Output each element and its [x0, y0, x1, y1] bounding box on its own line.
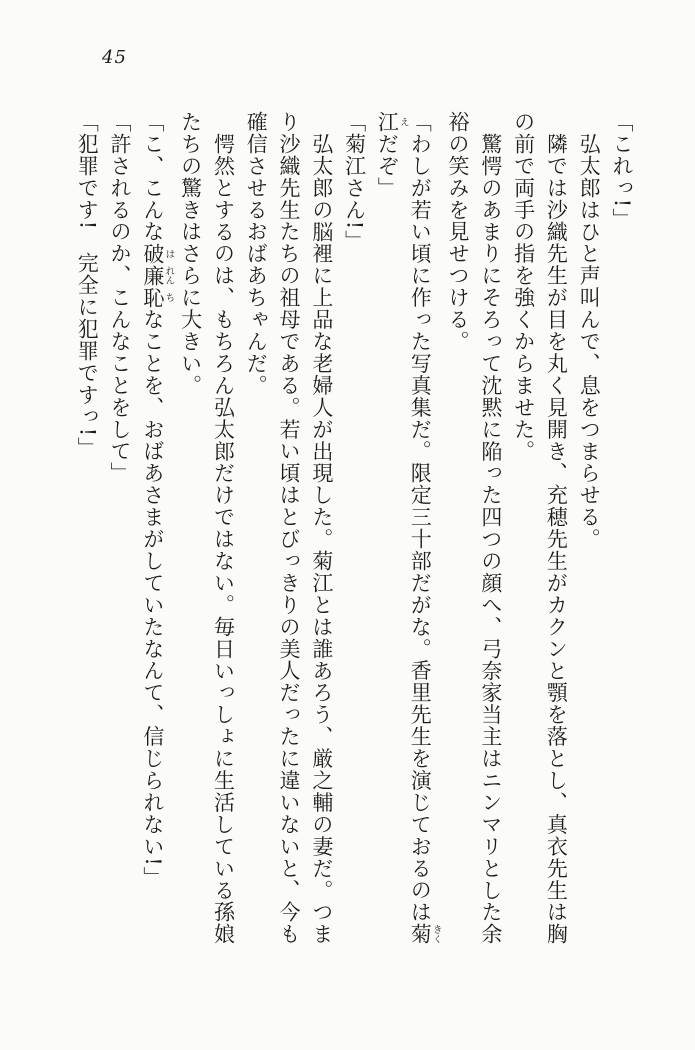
paragraph: 驚愕のあまりにそろって沈黙に陥った四つの顔へ、弓奈家当主はニンマリとした余裕の笑みを見せつける。 — [446, 111, 503, 946]
paragraph: 愕然とするのは、もちろん弘太郎だけではない。毎日いっしょに生活している孫娘たちの驚きはさらに大きい。 — [178, 111, 236, 946]
paragraph: 「許されるのか、こんなことをして」 — [108, 111, 133, 485]
paragraph: 隣では沙織先生が目を丸く見開き、充穂先生がカクンと顎を落とし、真衣先生は胸の前で両手の指を強くからませた。 — [511, 111, 569, 946]
paragraph: 弘太郎の脳裡に上品な老婦人が出現した。菊江とは誰あろう、厳之輔の妻だ。つまり沙織先生たちの祖母である。若い頃はとびっきりの美人だったに違いないと、今も確信させるおばあちゃんだ。 — [244, 111, 334, 946]
page-number: 45 — [102, 47, 127, 68]
ruby-annotated-text: 恥ち — [140, 286, 175, 309]
ruby-annotated-text: 江え — [375, 111, 409, 133]
ruby-annotated-text: 菊きく — [408, 923, 442, 946]
paragraph: 「わしが若い頃に作った写真集だ。限定三十部だがな。香里先生を演じておるのは菊きく江えだぞ」 — [375, 111, 442, 946]
ruby-annotated-text: 廉れん — [140, 264, 175, 287]
paragraph: 「菊江さん!」 — [342, 111, 367, 253]
paragraph: 「犯罪です! 完全に犯罪ですっ!」 — [75, 111, 100, 460]
paragraph: 弘太郎はひと声叫んで、息をつまらせる。 — [577, 133, 602, 551]
vertical-text-block — [70, 111, 638, 951]
ruby-annotated-text: 破は — [140, 242, 175, 265]
paragraph: 「これっ!」 — [610, 111, 634, 231]
paragraph: 「こ、こんな破は廉れん恥ちなことを、おばあさまがしていたなんて、信じられない!」 — [140, 111, 175, 889]
